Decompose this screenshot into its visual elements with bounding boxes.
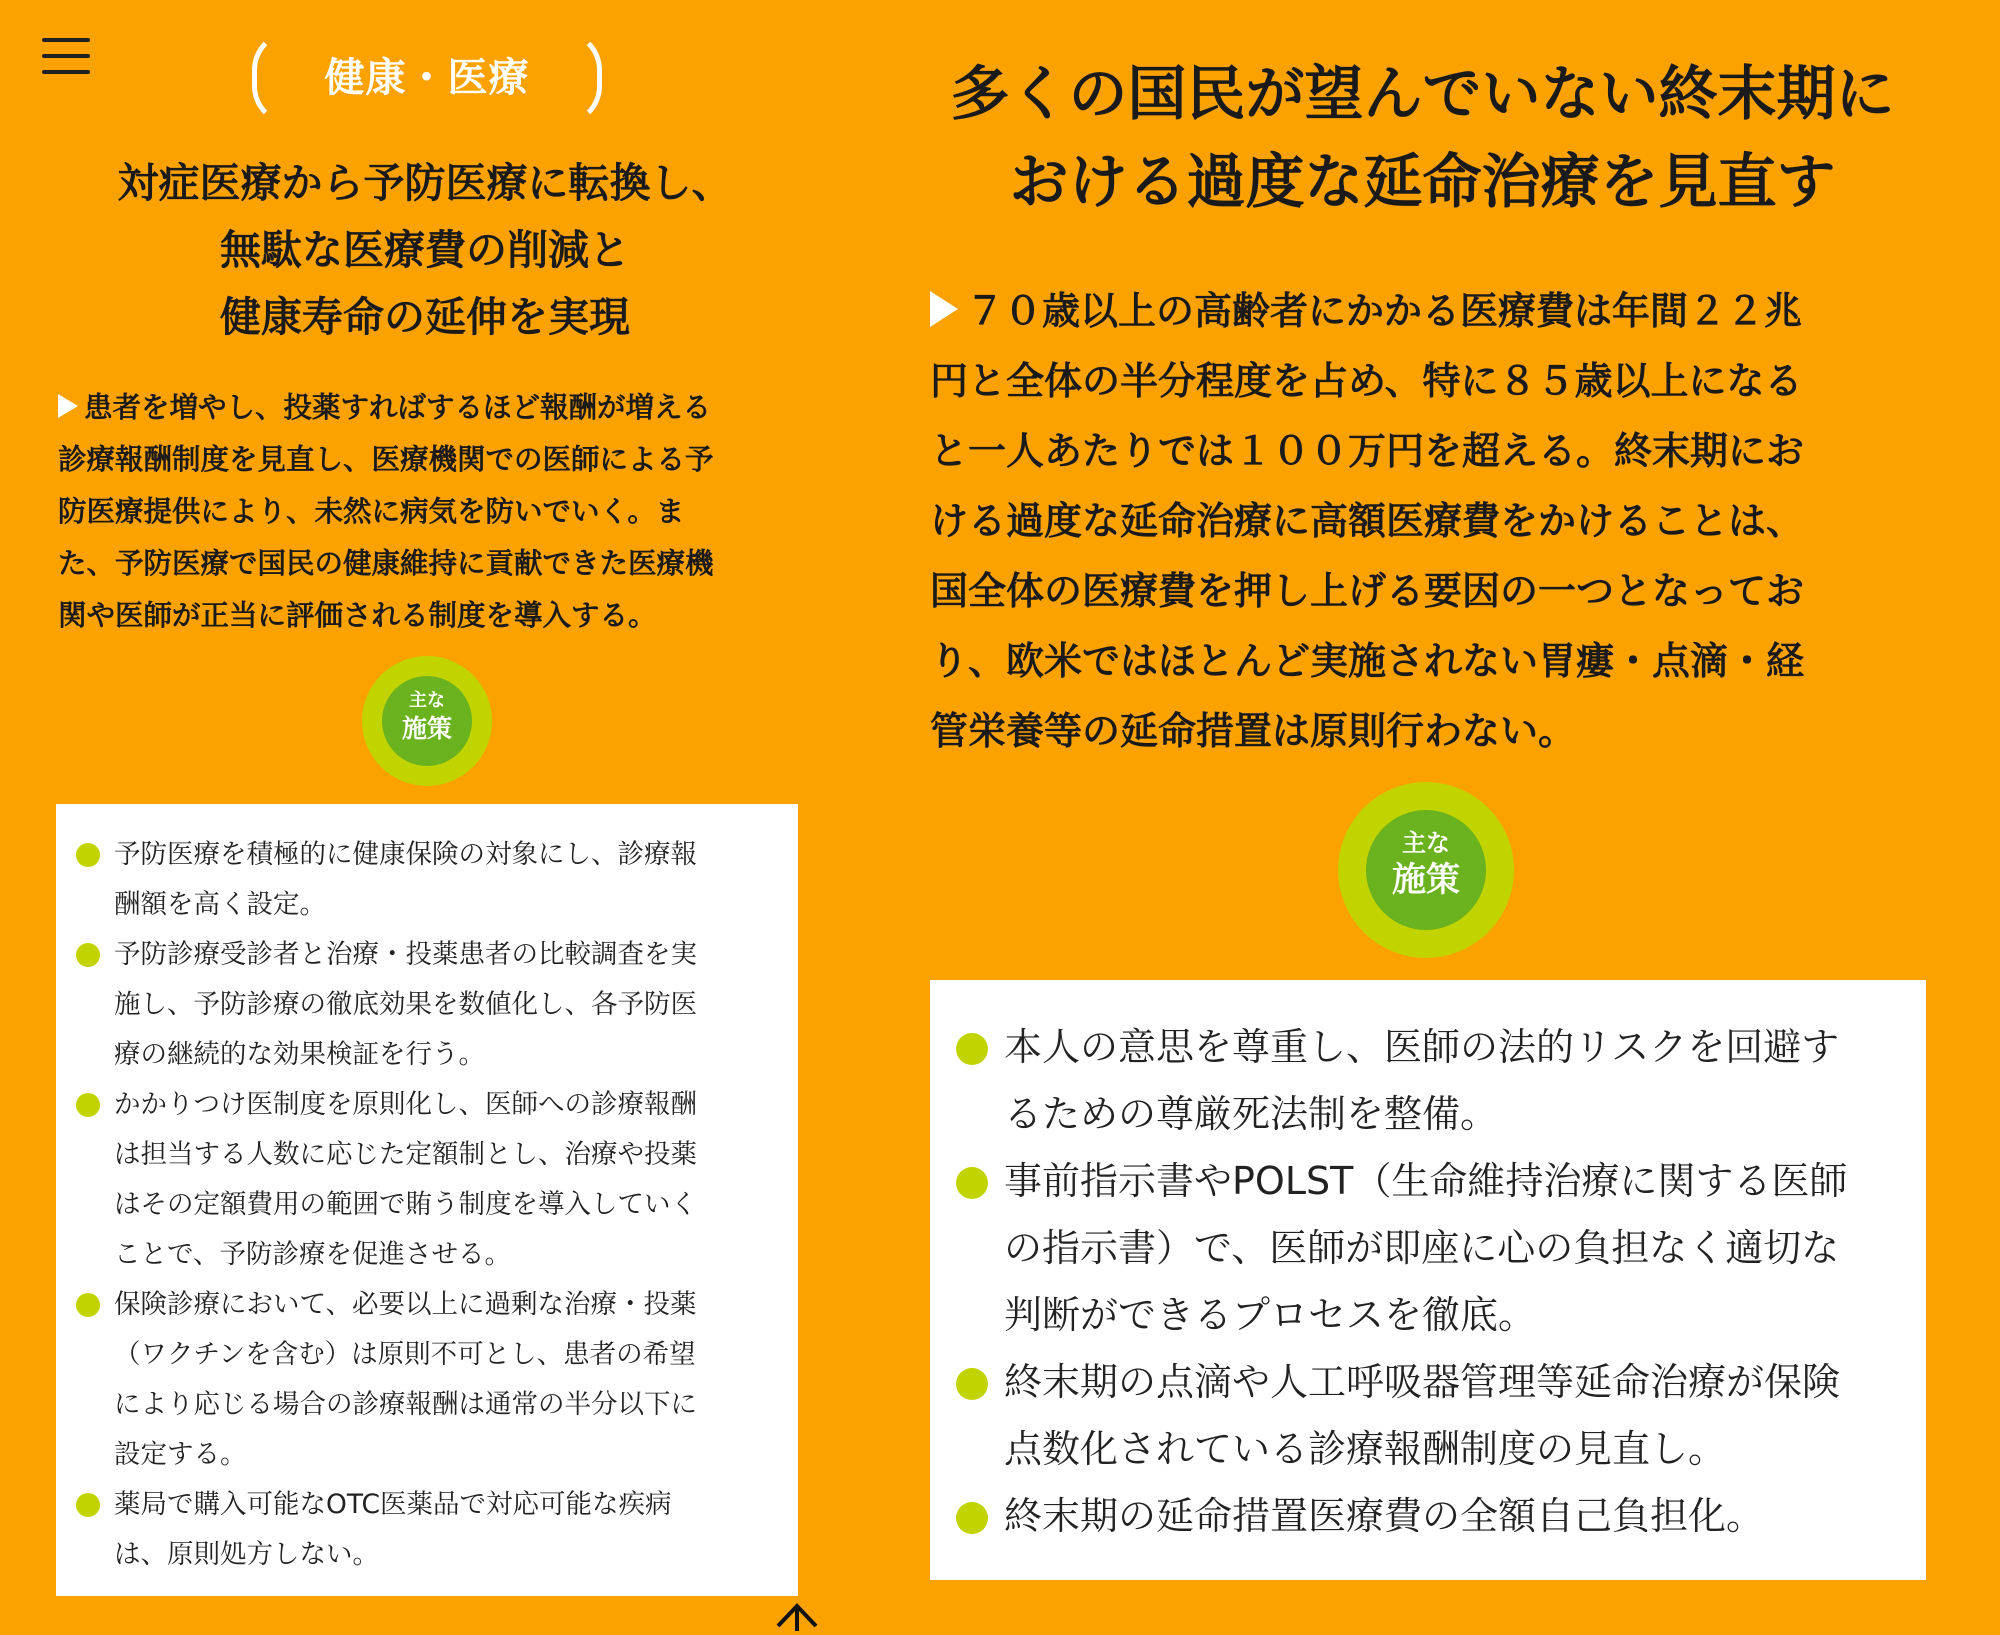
policy-item-line: （ワクチンを含む）は原則不可とし、患者の希望 bbox=[114, 1339, 696, 1370]
policy-item bbox=[76, 1280, 770, 1480]
policy-item-line: 予防医療を積極的に健康保険の対象にし、診療報 bbox=[114, 839, 697, 870]
left-policy-list bbox=[76, 830, 770, 1580]
badge-label-top: 主な bbox=[409, 690, 445, 711]
left-headline-line: 健康寿命の延伸を実現 bbox=[220, 293, 630, 341]
policy-item-line: の指示書）で、医師が即座に心の負担なく適切な bbox=[1004, 1226, 1840, 1270]
policy-item-line: 判断ができるプロセスを徹底。 bbox=[1004, 1293, 1537, 1337]
right-description bbox=[930, 276, 1940, 766]
right-description-line: 円と全体の半分程度を占め、特に８５歳以上になる bbox=[930, 359, 1803, 403]
policy-item bbox=[76, 1080, 770, 1280]
policy-item-line: は、原則処方しない。 bbox=[114, 1539, 379, 1570]
left-description bbox=[58, 382, 796, 642]
triangle-bullet-icon bbox=[930, 291, 958, 327]
policy-item bbox=[956, 1349, 1896, 1483]
right-policy-list bbox=[956, 1014, 1896, 1550]
green-dot-bullet-icon bbox=[956, 1033, 988, 1065]
green-dot-bullet-icon bbox=[76, 1093, 100, 1117]
right-description-line: 国全体の医療費を押し上げる要因の一つとなってお bbox=[930, 569, 1805, 613]
policy-item bbox=[76, 830, 770, 930]
category-tag bbox=[252, 30, 602, 126]
right-description-line: ７０歳以上の高齢者にかかる医療費は年間２２兆 bbox=[966, 289, 1803, 333]
left-description-line: 診療報酬制度を見直し、医療機関での医師による予 bbox=[58, 443, 714, 476]
policy-item-line: 終末期の延命措置医療費の全額自己負担化。 bbox=[1004, 1494, 1765, 1538]
triangle-bullet-icon bbox=[58, 394, 78, 418]
left-description-line: た、予防医療で国民の健康維持に貢献できた医療機 bbox=[58, 547, 714, 580]
right-description-line: ける過度な延命治療に高額医療費をかけることは、 bbox=[930, 499, 1805, 543]
right-description-line: 管栄養等の延命措置は原則行わない。 bbox=[930, 709, 1577, 753]
left-headline-line: 対症医療から予防医療に転換し、 bbox=[117, 159, 733, 207]
policy-item bbox=[956, 1483, 1896, 1550]
green-dot-bullet-icon bbox=[76, 1293, 100, 1317]
policy-item-line: 事前指示書やPOLST（生命維持治療に関する医師 bbox=[1004, 1159, 1848, 1203]
policy-item bbox=[76, 1480, 770, 1580]
badge-label-bottom: 施策 bbox=[1392, 860, 1460, 900]
badge-label-top: 主な bbox=[1402, 829, 1450, 857]
main-policies-badge bbox=[362, 656, 492, 786]
right-headline-line: おける過度な延命治療を見直す bbox=[1009, 147, 1836, 216]
policy-item-line: 点数化されている診療報酬制度の見直し。 bbox=[1004, 1427, 1727, 1471]
policy-item-line: により応じる場合の診療報酬は通常の半分以下に bbox=[114, 1389, 697, 1420]
policy-item bbox=[76, 930, 770, 1080]
policy-item-line: 酬額を高く設定。 bbox=[114, 889, 326, 920]
policy-item-line: 療の継続的な効果検証を行う。 bbox=[114, 1039, 485, 1070]
right-headline bbox=[900, 50, 1945, 226]
policy-item-line: 設定する。 bbox=[114, 1439, 247, 1470]
policy-item-line: かかりつけ医制度を原則化し、医師への診療報酬 bbox=[114, 1089, 697, 1120]
left-description-line: 患者を増やし、投薬すればするほど報酬が増える bbox=[84, 391, 712, 424]
green-dot-bullet-icon bbox=[956, 1167, 988, 1199]
panel-divider bbox=[892, 0, 900, 1631]
green-dot-bullet-icon bbox=[76, 1493, 100, 1517]
main-policies-badge bbox=[1338, 782, 1514, 958]
right-description-line: と一人あたりでは１００万円を超える。終末期にお bbox=[930, 429, 1805, 473]
left-headline-line: 無駄な医療費の削減と bbox=[220, 226, 630, 274]
arrow-up-icon[interactable] bbox=[774, 1596, 820, 1631]
hamburger-menu-icon[interactable] bbox=[42, 36, 90, 76]
green-dot-bullet-icon bbox=[76, 943, 100, 967]
left-policy-box bbox=[56, 804, 798, 1596]
policy-item-line: は担当する人数に応じた定額制とし、治療や投薬 bbox=[114, 1139, 697, 1170]
right-headline-line: 多くの国民が望んでいない終末期に bbox=[950, 59, 1895, 128]
green-dot-bullet-icon bbox=[956, 1368, 988, 1400]
policy-item-line: 終末期の点滴や人工呼吸器管理等延命治療が保険 bbox=[1004, 1360, 1841, 1404]
policy-item-line: るための尊厳死法制を整備。 bbox=[1004, 1092, 1499, 1136]
right-paren-decoration bbox=[562, 30, 602, 126]
policy-item bbox=[956, 1014, 1896, 1148]
policy-item-line: 予防診療受診者と治療・投薬患者の比較調査を実 bbox=[114, 939, 697, 970]
green-dot-bullet-icon bbox=[76, 843, 100, 867]
policy-item-line: 本人の意思を尊重し、医師の法的リスクを回避す bbox=[1004, 1025, 1840, 1069]
green-dot-bullet-icon bbox=[956, 1502, 988, 1534]
left-description-line: 防医療提供により、未然に病気を防いでいく。ま bbox=[58, 495, 685, 528]
policy-item bbox=[956, 1148, 1896, 1349]
left-headline bbox=[40, 150, 810, 351]
policy-item-line: ことで、予防診療を促進させる。 bbox=[114, 1239, 511, 1270]
policy-item-line: はその定額費用の範囲で賄う制度を導入していく bbox=[114, 1189, 697, 1220]
badge-label-bottom: 施策 bbox=[401, 714, 452, 743]
policy-item-line: 薬局で購入可能なOTC医薬品で対応可能な疾病 bbox=[114, 1489, 672, 1520]
policy-item-line: 施し、予防診療の徹底効果を数値化し、各予防医 bbox=[114, 989, 697, 1020]
category-label: 健康・医療 bbox=[324, 55, 530, 101]
right-policy-box bbox=[930, 980, 1926, 1580]
left-description-line: 関や医師が正当に評価される制度を導入する。 bbox=[58, 599, 657, 632]
right-description-line: り、欧米ではほとんど実施されない胃瘻・点滴・経 bbox=[930, 639, 1805, 683]
policy-item-line: 保険診療において、必要以上に過剰な治療・投薬 bbox=[114, 1289, 697, 1320]
